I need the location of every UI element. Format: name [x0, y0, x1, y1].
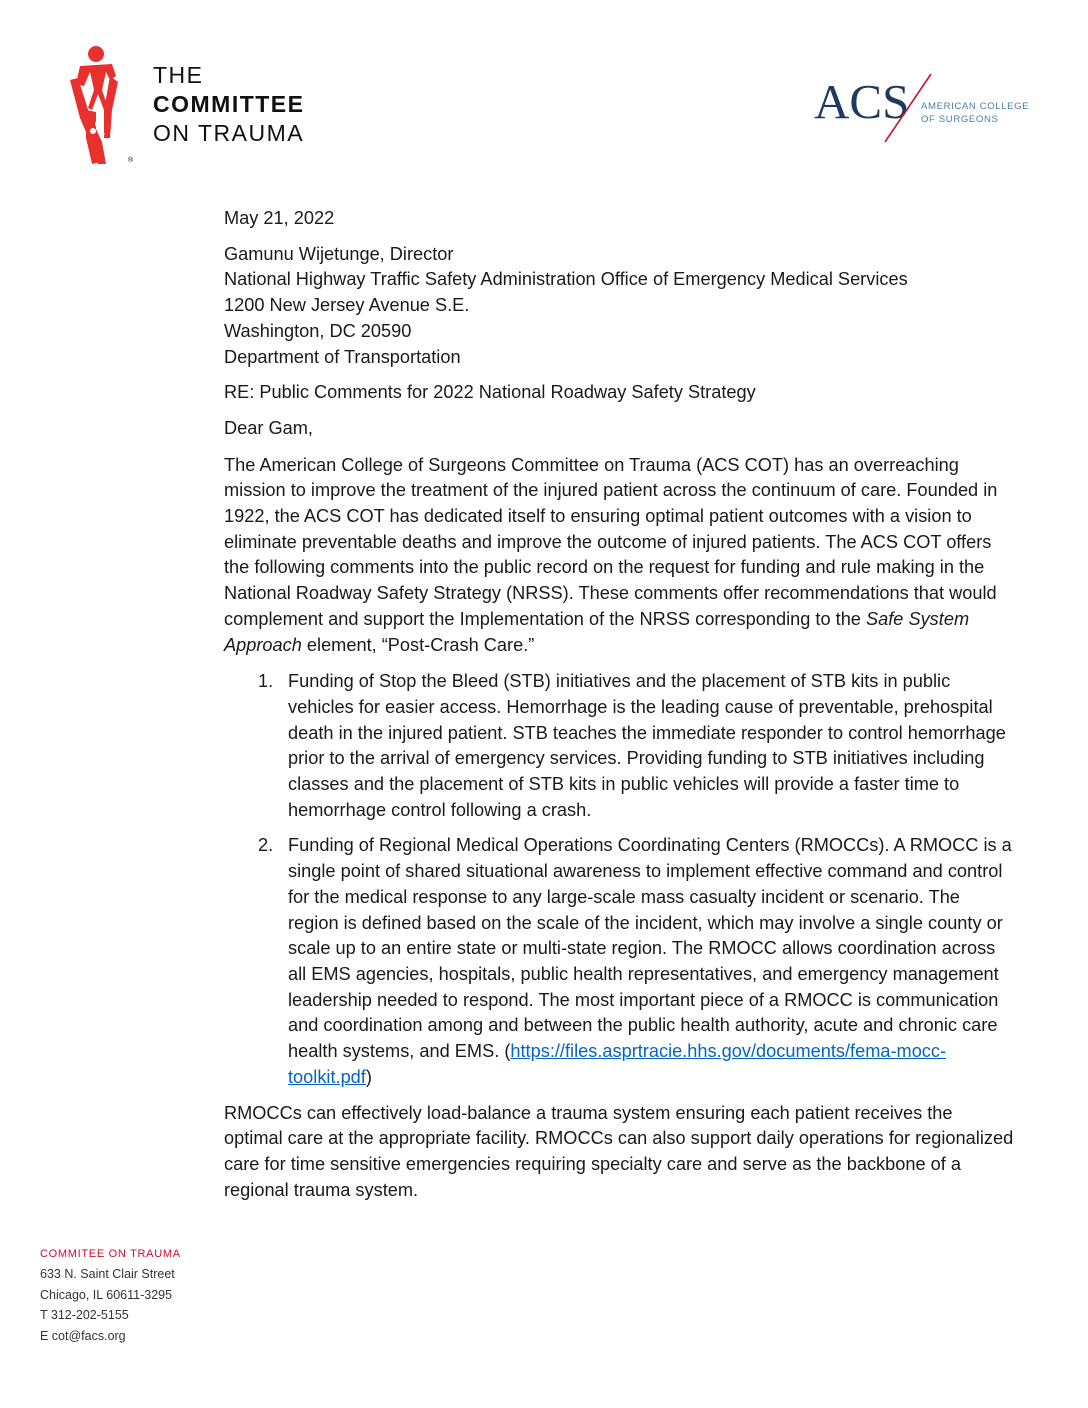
- recipient-address: [224, 242, 1014, 371]
- list-item-text: Funding of Regional Medical Operations Coordinating Centers (RMOCCs). A RMOCC is a single point of shared situational awareness to implement effective command and control for the medical response to any large-scale mass casualty incident or scenario. The region is defined based on the scale of the incident, which may involve a single county or scale up to an entire state or multi-state region. The RMOCC allows coordination across all EMS agencies, hospitals, public health representatives, and emergency management leadership needed to respond. The most important piece of a RMOCC is communication and coordination among and between the public health authority, acute and chronic care health systems, and EMS. (: [288, 835, 1012, 1062]
- list-item-number: 1.: [258, 671, 274, 692]
- acs-subtitle-line2: OF SURGEONS: [921, 114, 999, 125]
- intro-paragraph: [224, 453, 1014, 659]
- letter-date: May 21, 2022: [224, 208, 335, 228]
- footer-email: E cot@facs.org: [40, 1328, 126, 1343]
- recommendations-list: [224, 669, 1014, 1090]
- acs-subtitle-line1: AMERICAN COLLEGE: [921, 101, 1030, 112]
- list-item-subparagraph: RMOCCs can effectively load-balance a trauma system ensuring each patient receives the optimal care at the appropriate facility. RMOCCs can also support daily operations for regionalized care for time sensitive emergencies requiring specialty care and serve as the backbone of a regional trauma system.: [224, 1102, 1014, 1200]
- footer-city: Chicago, IL 60611-3295: [40, 1287, 173, 1302]
- footer-org-name: COMMITEE ON TRAUMA: [40, 1248, 181, 1260]
- acs-logo-subtitle: [921, 100, 1029, 126]
- intro-text-part1: The American College of Surgeons Committee on Trauma (ACS COT) has an overreaching mission to improve the treatment of the injured patient across the continuum of care. Founded in 1922, the ACS COT has dedicated itself to ensuring optimal patient outcomes with a vision to eliminate preventable deaths and improve the outcome of injured patients. The ACS COT offers the following comments into the public record on the request for funding and rule making in the National Roadway Safety Strategy (NRSS). These comments offer recommendations that would complement and support the Implementation of the NRSS corresponding to the: [224, 454, 998, 629]
- committee-on-trauma-wordmark: [153, 61, 305, 148]
- list-item: [224, 833, 1014, 1090]
- list-item-text-after: ): [365, 1066, 372, 1087]
- intro-italic-text: Safe System Approach: [224, 608, 970, 655]
- acs-logo-letters: ACS: [814, 74, 910, 129]
- footer-street: 633 N. Saint Clair Street: [40, 1267, 175, 1282]
- cot-wordmark-line2: COMMITTEE: [153, 91, 305, 117]
- intro-text-part2: element, “Post-Crash Care.”: [301, 634, 535, 655]
- address-line: National Highway Traffic Safety Administration Office of Emergency Medical Services: [224, 269, 908, 290]
- address-line: 1200 New Jersey Avenue S.E.: [224, 295, 470, 316]
- salutation: Dear Gam,: [224, 417, 313, 438]
- address-line: Gamunu Wijetunge, Director: [224, 243, 454, 264]
- svg-text:®: ®: [128, 157, 134, 164]
- subject-line: RE: Public Comments for 2022 National Roadway Safety Strategy: [224, 382, 756, 403]
- toolkit-link[interactable]: https://files.asprtracie.hhs.gov/documents/fema-mocc-toolkit.pdf: [288, 1041, 947, 1087]
- cot-wordmark-line1: THE: [153, 62, 204, 88]
- footer-phone: T 312-202-5155: [40, 1308, 129, 1323]
- letter-body: [224, 206, 1014, 1203]
- cot-wordmark-line3: ON TRAUMA: [153, 120, 305, 146]
- committee-on-trauma-logo-icon: [66, 46, 144, 168]
- address-line: Department of Transportation: [224, 346, 461, 367]
- list-item: [224, 669, 1014, 823]
- footer-address: [40, 1244, 181, 1346]
- address-line: Washington, DC 20590: [224, 320, 412, 341]
- list-item-number: 2.: [258, 835, 274, 856]
- list-item-text: Funding of Stop the Bleed (STB) initiatives and the placement of STB kits in public vehicles for easier access. Hemorrhage is the leading cause of preventable, prehospital death in the injured patient. STB teaches the immediate responder to control hemorrhage prior to the arrival of emergency services. Providing funding to STB initiatives including classes and the placement of STB kits in public vehicles will provide a faster time to hemorrhage control following a crash.: [288, 671, 1006, 820]
